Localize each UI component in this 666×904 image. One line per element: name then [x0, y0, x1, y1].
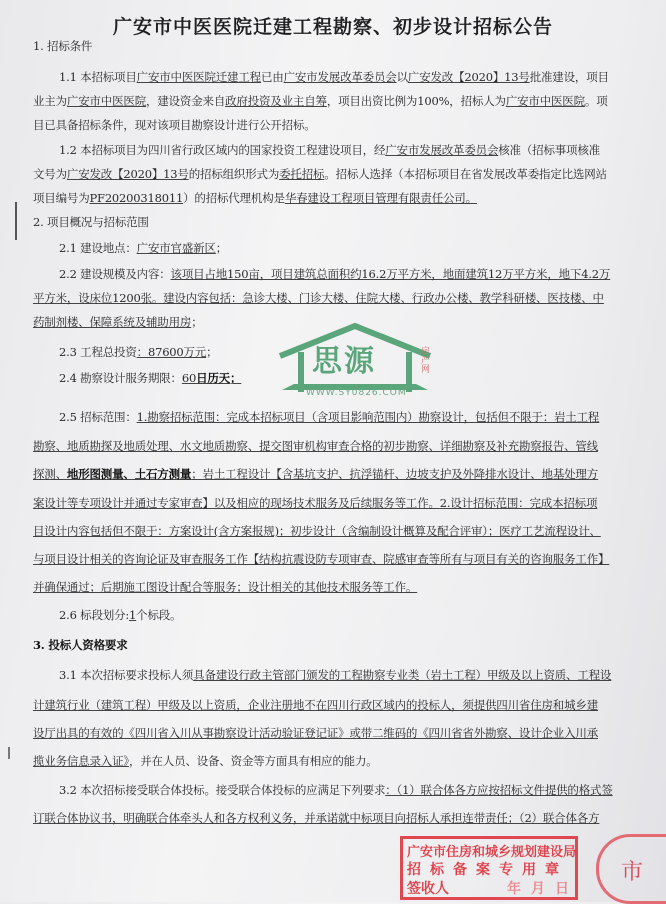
underlined-text: 计建筑行业（建筑工程）甲级及以上资质，企业注册地不在四川行政区域内的投标人，须提供四川省住房和城乡建 [33, 698, 598, 712]
text-segment: ； [206, 345, 218, 359]
underlined-text: 广安市官盛新区 [136, 241, 216, 255]
text-line [33, 93, 608, 109]
text-segment: ）的招标代理机构是 [183, 191, 285, 205]
text-line [33, 466, 598, 482]
text-segment: 2.2 建设规模及内容： [59, 267, 171, 281]
underlined-text: ：（1）联合体各方应按招标文件提供的格式签 [385, 783, 613, 797]
text-line [33, 214, 149, 230]
text-line [59, 409, 599, 425]
underlined-text: 华春建设工程项目管理有限责任公司。 [284, 191, 477, 205]
text-line [59, 667, 611, 683]
text-line [33, 810, 599, 826]
underlined-text: 广安市中医医院 [66, 94, 147, 108]
stamp-signer-label: 签收人 [407, 881, 449, 897]
text-line [33, 551, 609, 567]
text-segment: 的招标组织形式为 [188, 167, 280, 181]
text-segment: 已由 [260, 70, 284, 84]
text-segment: 。项 [584, 94, 608, 108]
text-segment: 批准建设，项目 [529, 70, 609, 84]
text-line [59, 69, 609, 85]
underlined-text: 目设计内容包括但不限于：方案设计(含方案报规)；初步设计（含编制设计概算及配合评审）；医疗工艺流程设计、 [33, 524, 601, 538]
stamp-date: 年月日 [507, 881, 579, 897]
text-segment: 2.5 招标范围： [59, 410, 137, 424]
document-title: 广安市中医医院迁建工程勘察、初步设计招标公告 [112, 16, 553, 38]
text-line [33, 523, 601, 539]
text-segment: 1. 招标条件 [33, 39, 93, 53]
watermark-side-text: 房产网 [419, 346, 429, 373]
underlined-text: ；岩土工程设计【含基坑支护、抗浮锚杆、边坡支护及外降排水设计、地基处理方 [191, 467, 599, 481]
underlined-text: 揽业务信息录入证》 [33, 754, 129, 768]
text-line [59, 782, 613, 798]
underlined-text: 1.勘察招标范围：完成本招标项目（含项目影响范围内）勘察设计，包括但不限于：岩土工程 [136, 410, 600, 424]
text-line [33, 579, 417, 595]
text-segment: 2.1 建设地点： [59, 241, 137, 255]
text-line [59, 142, 600, 158]
text-line [59, 370, 241, 386]
underlined-text: 日历天； [196, 371, 242, 385]
underlined-text: 订联合体协议书，明确联合体牵头人和各方权利义务，并承诺就中标项目向招标人承担连带责任；（2）联合体各方 [33, 811, 600, 825]
text-segment: ，项目出资比例为100%，招标人为 [326, 94, 506, 108]
underlined-text: 平方米，设床位1200张。建设内容包括：急诊大楼、门诊大楼、住院大楼、行政办公楼、教学科研楼、医技楼、中 [33, 291, 604, 305]
text-segment: 3.2 本次招标接受联合体投标。接受联合体投标的应满足下列要求 [59, 783, 386, 797]
text-segment: 2.6 标段划分: [59, 608, 130, 622]
underlined-text: 地形图测量、土石方测量 [66, 467, 192, 481]
underlined-text: 设厅出具的有效的《四川省入川从事勘察设计活动验证登记证》或带二维码的《四川省省外勘察、设计企业入川承 [33, 726, 598, 740]
margin-mark [15, 202, 17, 240]
margin-mark [8, 747, 10, 759]
text-segment: 1.1 本招标项目 [59, 70, 137, 84]
underlined-text: 2.设计招标范围：完成本招标项 [439, 496, 598, 510]
text-line [33, 725, 598, 741]
underlined-text: 60 [181, 371, 197, 385]
underlined-text: 探测、 [33, 467, 67, 481]
stamp-purpose: 招标备案专用章 [407, 862, 568, 878]
text-segment: 。招标人选择（本招标项目在省发展改革委指定比选网站 [324, 167, 607, 181]
underlined-text: 案设计等专项设计并通过专家审查】以及相应的现场技术服务及后续服务等工作。 [33, 496, 440, 510]
text-line [59, 607, 181, 623]
text-line [33, 438, 598, 454]
text-segment: 2.3 工程总投资 [59, 345, 137, 359]
underlined-text: 广安发改【2020】13号 [66, 167, 189, 181]
text-segment: 核准（招标事项核准 [498, 143, 600, 157]
text-segment: ，并在人员、设备、资金等方面具有相应的能力。 [128, 754, 378, 768]
underlined-text: 广安市发展改革委员会 [385, 143, 499, 157]
underlined-text: 广安市发展改革委员会 [283, 70, 397, 84]
text-line [33, 697, 598, 713]
text-segment: 2.4 勘察设计服务期限： [59, 371, 182, 385]
underlined-text: 1 [129, 608, 137, 622]
underlined-text: 委托招标 [279, 167, 325, 181]
text-segment: 业主为 [33, 94, 67, 108]
text-segment: 个标段。 [136, 608, 182, 622]
underlined-text: 具备建设行政主管部门颁发的工程勘察专业类（岩土工程）甲级及以上资质、工程设 [193, 668, 612, 682]
text-line [33, 290, 604, 306]
text-line [33, 314, 203, 330]
underlined-text: ：87600万元 [136, 345, 207, 359]
text-line [59, 344, 217, 360]
text-line [33, 166, 607, 182]
text-line [33, 753, 378, 769]
round-seal-text: 市 [621, 860, 644, 885]
text-line [33, 117, 316, 133]
text-segment: 2. 项目概况与招标范围 [33, 215, 149, 229]
text-line [59, 240, 227, 256]
underlined-text: 该项目占地150亩，项目建筑总面积约16.2万平方米，地面建筑12万平方米，地下4.2万 [170, 267, 611, 281]
text-segment: 文号为 [33, 167, 67, 181]
underlined-text: 政府投资及业主自筹 [225, 94, 327, 108]
text-segment: ； [191, 315, 203, 329]
text-line [33, 38, 92, 54]
underlined-text: 与项目设计相关的咨询论证及审查服务工作【结构抗震设防专项审查、院感审查等所有与项目有关的咨询服务工作】 [33, 552, 610, 566]
text-line [59, 266, 610, 282]
text-segment: 以 [396, 70, 408, 84]
text-segment: ，建设资金来自 [146, 94, 226, 108]
underlined-text: 广安市中医医院 [505, 94, 585, 108]
text-segment: 1.2 本招标项目为四川省行政区域内的国家投资工程建设项目，经 [59, 143, 386, 157]
stamp-signer [407, 878, 579, 898]
text-line [33, 637, 128, 653]
text-segment: 项目编号为 [33, 191, 90, 205]
underlined-text: 勘察、地质勘探及地质处理、水文地质勘察、提交图审机构审查合格的初步勘察、详细勘察及补充勘察报告、管线 [33, 439, 598, 453]
watermark-logo: 思源 [312, 344, 376, 379]
text-segment: 目已具备招标条件，现对该项目勘察设计进行公开招标。 [33, 118, 316, 132]
underlined-text: 广安市中医医院迁建工程 [136, 70, 261, 84]
underlined-text: 并确保通过；后期施工图设计配合等服务；设计相关的其他技术服务等工作。 [33, 580, 418, 594]
watermark-url: WWW.SY0826.COM [306, 388, 407, 398]
stamp-authority: 广安市住房和城乡规划建设局 [407, 845, 577, 860]
underlined-text: PF20200318011 [89, 191, 184, 205]
underlined-text: 广安发改【2020】13号 [407, 70, 530, 84]
round-seal [596, 834, 666, 904]
text-segment: ； [215, 241, 228, 255]
text-line [33, 495, 597, 511]
text-segment: 3.1 本次招标要求投标人须 [59, 668, 194, 682]
text-line [33, 190, 477, 206]
filing-stamp [400, 836, 578, 900]
text-segment: 3. 投标人资格要求 [33, 638, 128, 652]
underlined-text: 药制剂楼、保障系统及辅助用房 [33, 315, 192, 329]
